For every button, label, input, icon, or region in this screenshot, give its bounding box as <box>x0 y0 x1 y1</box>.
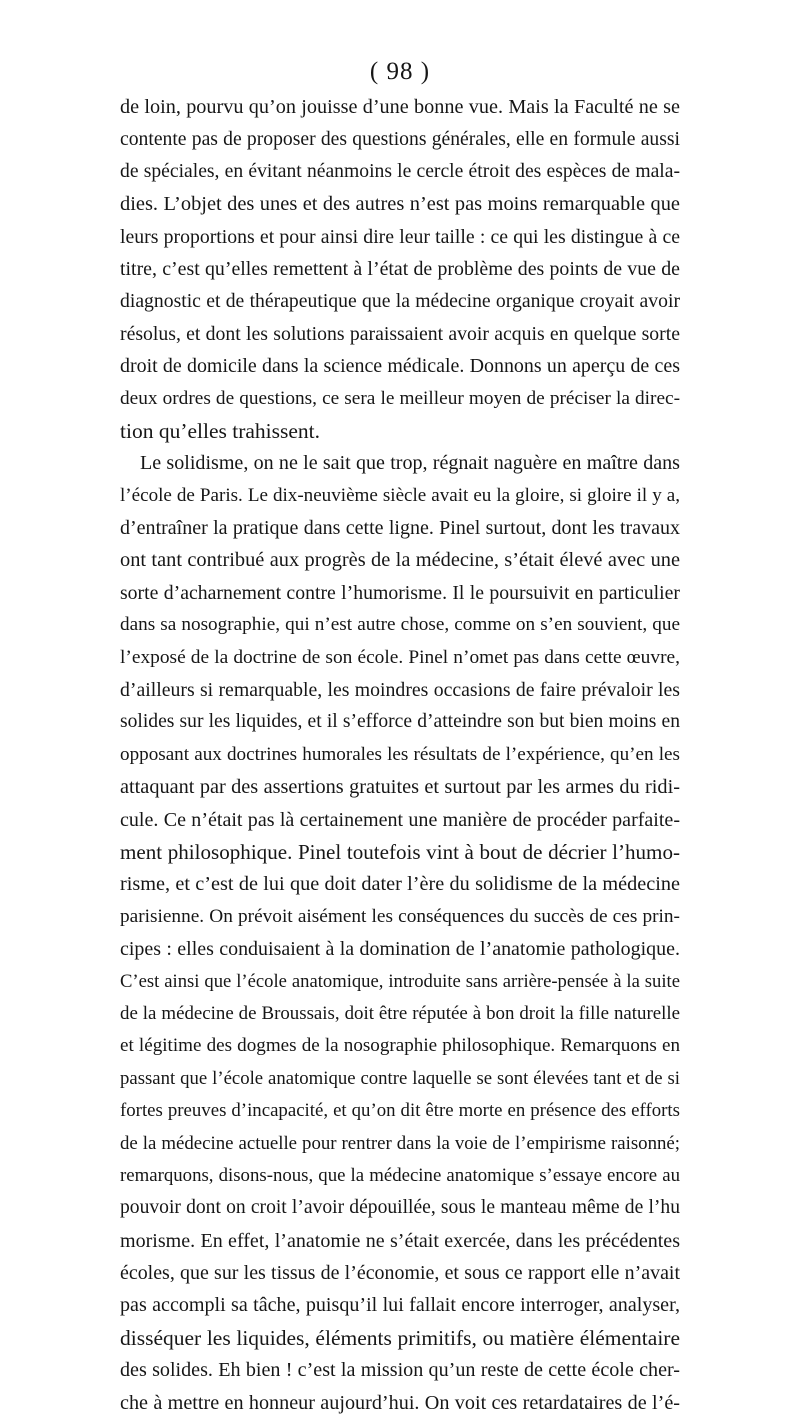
text-line: remarquons, disons-nous, que la médecine anatomique s’essaye encore au <box>120 1164 680 1186</box>
text-line: che à mettre en honneur aujourd’hui. On voit ces retardataires de l’é- <box>120 1391 680 1414</box>
text-line: l’exposé de la doctrine de son école. Pinel n’omet pas dans cette œuvre, <box>120 646 680 668</box>
text-line: pouvoir dont on croit l’avoir dépouillée, sous le manteau même de l’hu <box>120 1197 680 1219</box>
paragraph-start-line: Le solidisme, on ne le sait que trop, régnait naguère en maître dans <box>140 452 680 475</box>
text-line: cule. Ce n’était pas là certainement une manière de procéder parfaite- <box>120 808 680 831</box>
text-line: de la médecine de Broussais, doit être réputée à bon droit la fille naturelle <box>120 1002 680 1024</box>
paragraph-end-line: tion qu’elles trahissent. <box>120 418 321 443</box>
text-line: écoles, que sur les tissus de l’économie, et sous ce rapport elle n’avait <box>120 1262 680 1285</box>
text-line: solides sur les liquides, et il s’efforce d’atteindre son but bien moins en <box>120 711 680 733</box>
text-line: l’école de Paris. Le dix-neuvième siècle avait eu la gloire, si gloire il y a, <box>120 484 680 506</box>
text-line: pas accompli sa tâche, puisqu’il lui fallait encore interroger, analyser, <box>120 1294 680 1317</box>
text-line: ment philosophique. Pinel toutefois vint à bout de décrier l’humo- <box>120 839 680 864</box>
text-line: résolus, et dont les solutions paraissaient avoir acquis en quelque sorte <box>120 322 680 345</box>
text-line: droit de domicile dans la science médicale. Donnons un aperçu de ces <box>120 355 680 378</box>
text-line: leurs proportions et pour ainsi dire leur taille : ce qui les distingue à ce <box>120 225 680 248</box>
text-line: sorte d’acharnement contre l’humorisme. Il le poursuivit en particulier <box>120 581 680 604</box>
text-line: parisienne. On prévoit aisément les conséquences du succès de ces prin- <box>120 905 680 927</box>
text-line: titre, c’est qu’elles remettent à l’état de problème des points de vue de <box>120 257 680 280</box>
text-line: cipes : elles conduisaient à la domination de l’anatomie pathologique. <box>120 938 680 961</box>
text-line: fortes preuves d’incapacité, et qu’on dit être morte en présence des efforts <box>120 1100 680 1122</box>
text-line: attaquant par des assertions gratuites et surtout par les armes du ridi- <box>120 776 680 799</box>
text-line: contente pas de proposer des questions générales, elle en formule aussi <box>120 128 680 151</box>
text-line: opposant aux doctrines humorales les résultats de l’expérience, qu’en les <box>120 743 680 765</box>
text-line: risme, et c’est de lui que doit dater l’ère du solidisme de la médecine <box>120 873 680 896</box>
page-number: ( 98 ) <box>369 58 431 85</box>
text-line: dans sa nosographie, qui n’est autre chose, comme on s’en souvient, que <box>120 614 680 636</box>
text-line: de spéciales, en évitant néanmoins le cercle étroit des espèces de mala- <box>120 160 680 182</box>
text-line: ont tant contribué aux progrès de la médecine, s’était élevé avec une <box>120 549 680 572</box>
text-line: C’est ainsi que l’école anatomique, introduite sans arrière-pensée à la suite <box>120 970 680 992</box>
text-line: deux ordres de questions, ce sera le meilleur moyen de préciser la direc- <box>120 387 680 409</box>
body-text <box>120 91 680 1419</box>
text-line: de loin, pourvu qu’on jouisse d’une bonne vue. Mais la Faculté ne se <box>120 96 680 118</box>
text-line: diagnostic et de thérapeutique que la médecine organique croyait avoir <box>120 290 680 313</box>
text-line: des solides. Eh bien ! c’est la mission qu’un reste de cette école cher- <box>120 1359 680 1382</box>
text-line: et légitime des dogmes de la nosographie philosophique. Remarquons en <box>120 1035 680 1057</box>
text-line: de la médecine actuelle pour rentrer dans la voie de l’empirisme raisonné; <box>120 1132 680 1154</box>
text-line: dies. L’objet des unes et des autres n’est pas moins remarquable que <box>120 193 680 216</box>
text-line: d’ailleurs si remarquable, les moindres occasions de faire prévaloir les <box>120 679 680 702</box>
text-line: morisme. En effet, l’anatomie ne s’était exercée, dans les précédentes <box>120 1229 680 1252</box>
text-line: passant que l’école anatomique contre laquelle se sont élevées tant et de si <box>120 1067 680 1089</box>
text-line: d’entraîner la pratique dans cette ligne. Pinel surtout, dont les travaux <box>120 517 680 540</box>
text-line: disséquer les liquides, éléments primitifs, ou matière élémentaire <box>120 1325 680 1350</box>
